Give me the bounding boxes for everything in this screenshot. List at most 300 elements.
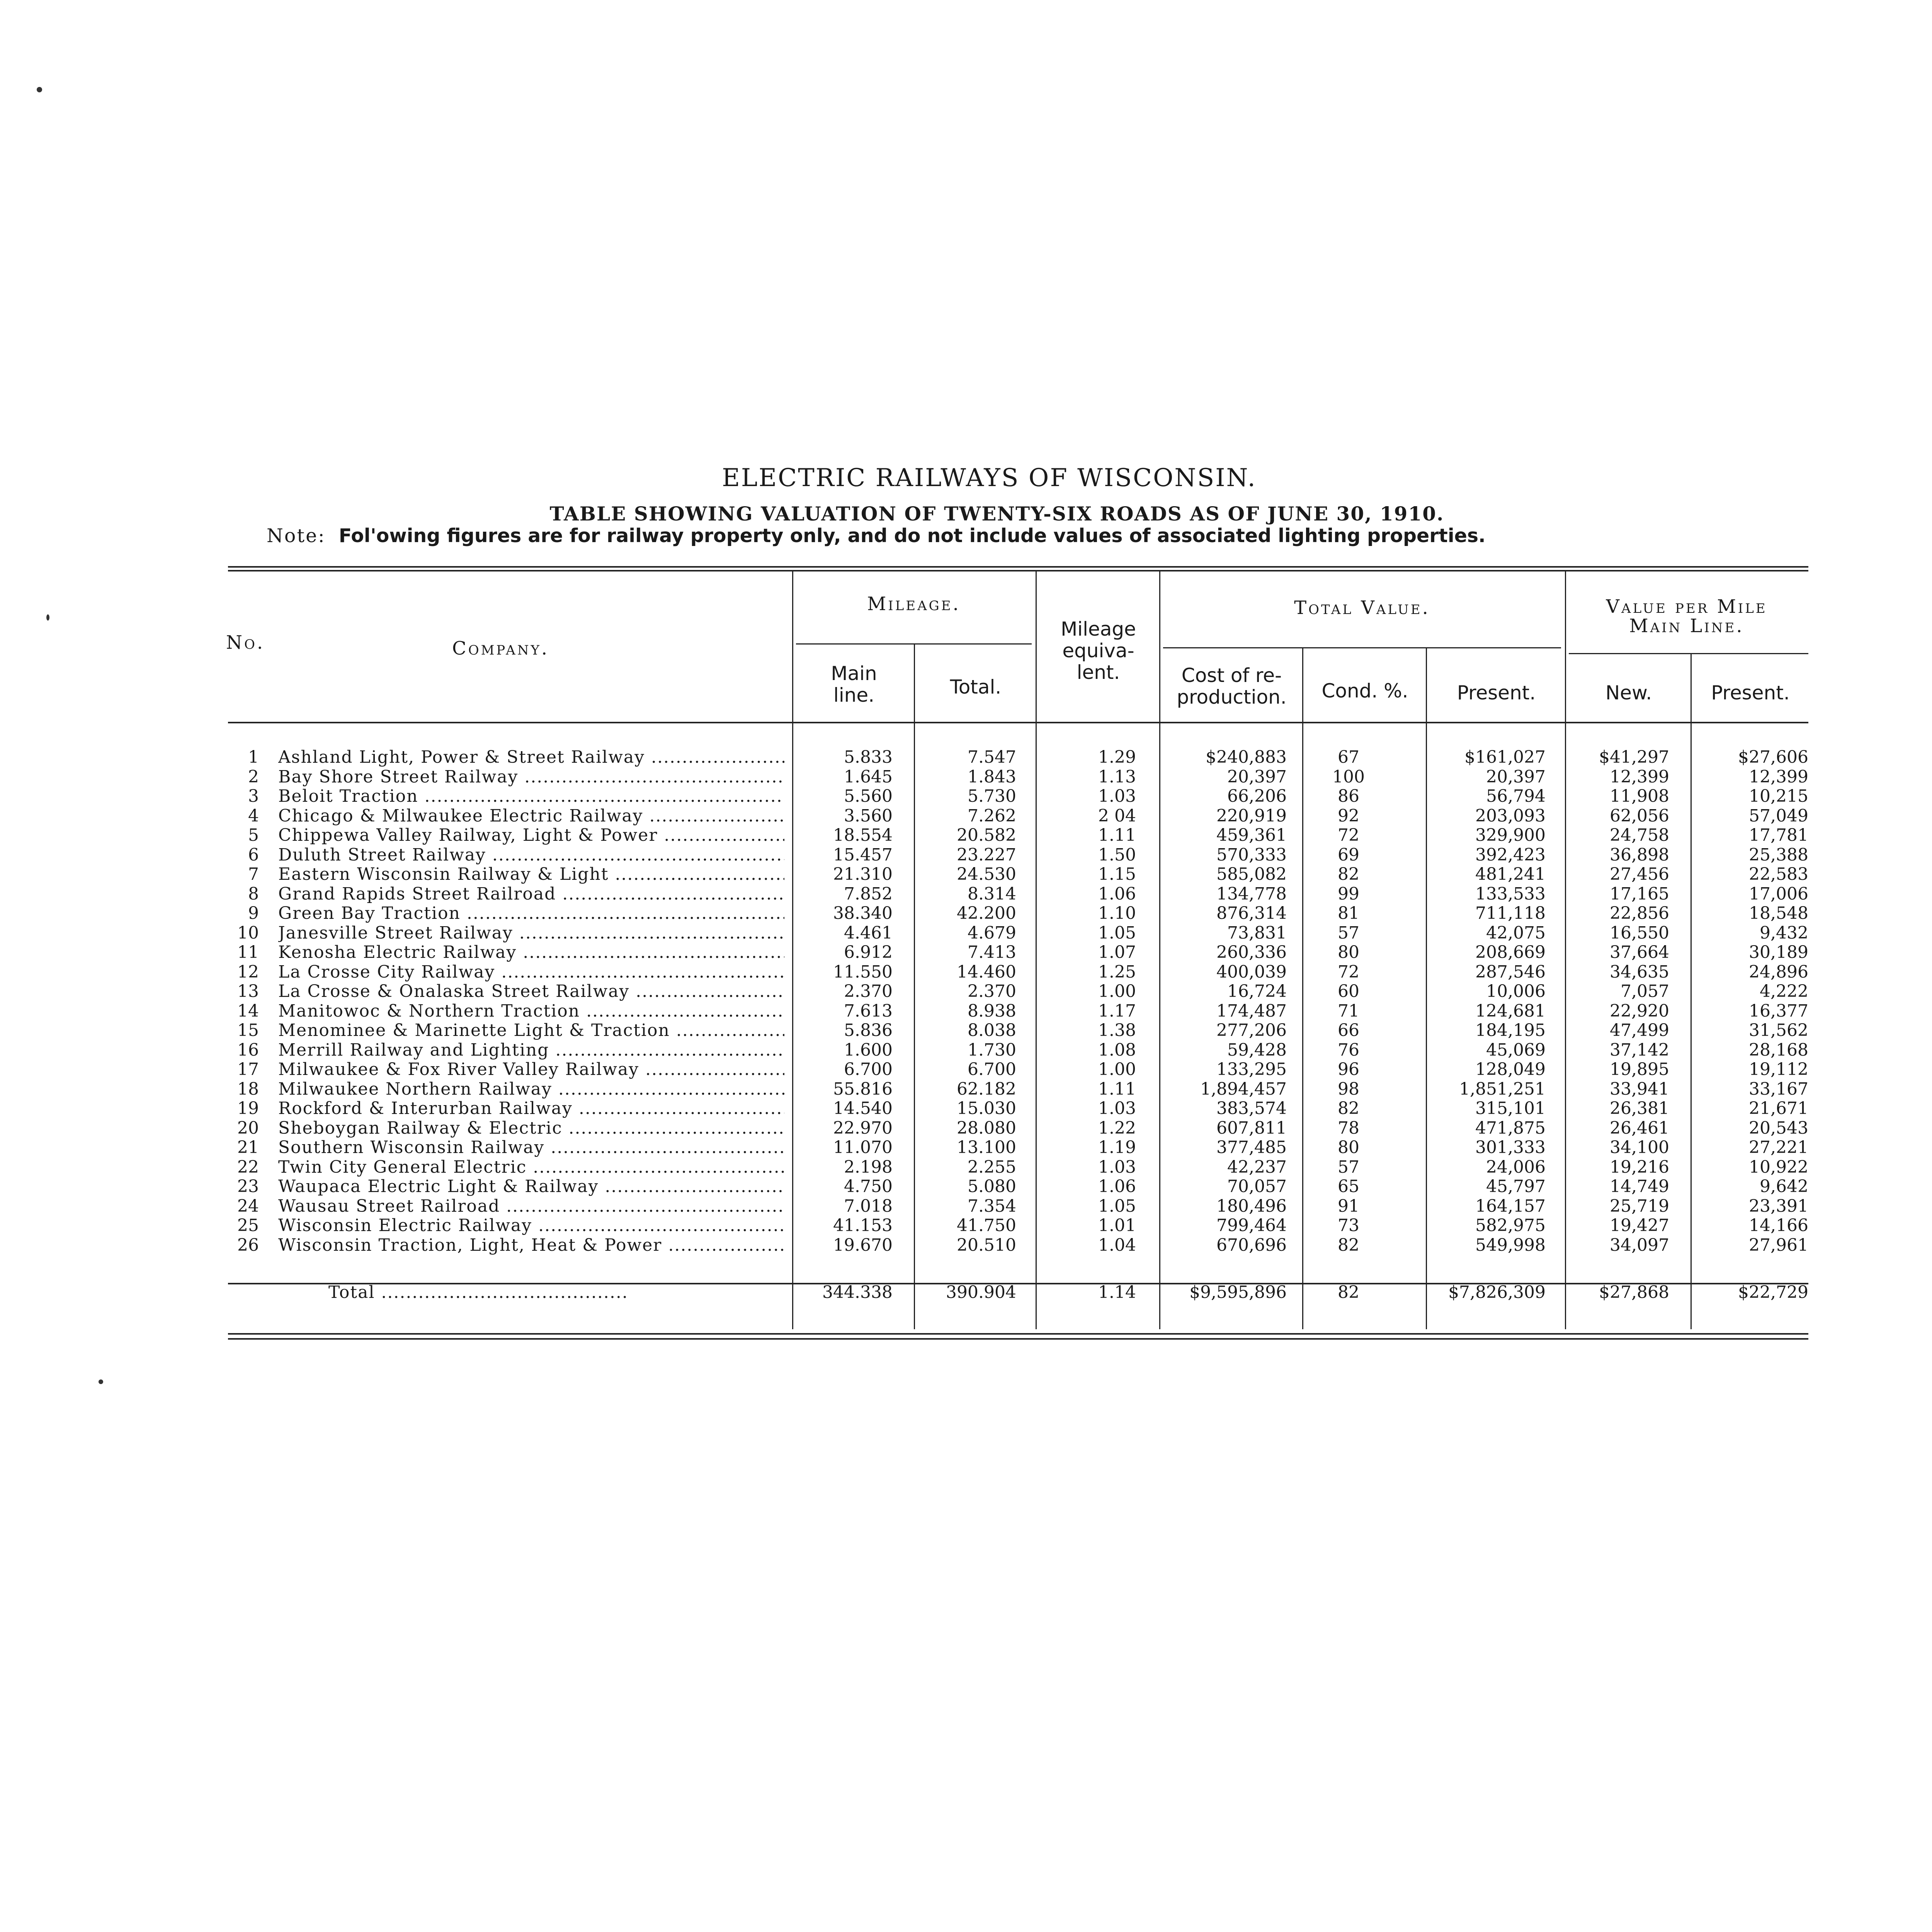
main-line-miles: 7.852: [844, 884, 893, 904]
table-row: [0, 748, 1932, 767]
header-main-line-1: Main: [831, 662, 877, 685]
mileage-equivalent: 1.03: [1098, 1157, 1136, 1177]
company-name: Waupaca Electric Light & Railway .....: [278, 1177, 784, 1196]
main-line-miles: 55.816: [833, 1079, 893, 1099]
condition-percent: 98: [1338, 1079, 1359, 1099]
header-main-line: [794, 663, 914, 706]
condition-percent: 71: [1338, 1001, 1359, 1021]
row-number: 24: [237, 1196, 259, 1216]
total-miles: 20.510: [957, 1235, 1016, 1255]
table-row: [0, 865, 1932, 884]
company-name: Wisconsin Traction, Light, Heat & Power .....: [278, 1236, 784, 1255]
main-line-miles: 3.560: [844, 806, 893, 826]
value-per-mile-present: 22,583: [1749, 864, 1808, 884]
present-value: 549,998: [1475, 1235, 1546, 1255]
mileage-equivalent: 1.04: [1098, 1235, 1136, 1255]
company-name: Kenosha Electric Railway .....: [278, 943, 784, 962]
total-miles: 24.530: [957, 864, 1016, 884]
total-present-mile: $22,729: [1738, 1282, 1808, 1302]
cost-of-reproduction: 16,724: [1227, 981, 1287, 1001]
condition-percent: 82: [1338, 864, 1359, 884]
bottom-rule-2: [228, 1338, 1808, 1340]
company-name: Bay Shore Street Railway .....: [278, 767, 784, 787]
value-per-mile-new: 16,550: [1610, 923, 1669, 943]
total-miles: 15.030: [957, 1099, 1016, 1118]
value-per-mile-present: 9,642: [1760, 1177, 1808, 1196]
row-number: 4: [248, 806, 259, 826]
present-value: 315,101: [1475, 1099, 1546, 1118]
table-row: [0, 963, 1932, 982]
row-number: 2: [248, 767, 259, 787]
top-rule: [228, 566, 1808, 568]
total-miles: 8.038: [968, 1020, 1016, 1040]
condition-percent: 96: [1338, 1060, 1359, 1079]
total-miles: 2.370: [968, 981, 1016, 1001]
condition-percent: 92: [1338, 806, 1359, 826]
condition-percent: 80: [1338, 942, 1359, 962]
cost-of-reproduction: $240,883: [1206, 747, 1287, 767]
mileage-equivalent: 1.19: [1098, 1138, 1136, 1157]
header-rule: [228, 722, 1808, 723]
condition-percent: 57: [1338, 923, 1359, 943]
total-miles: 6.700: [968, 1060, 1016, 1079]
value-per-mile-new: 37,142: [1610, 1040, 1669, 1060]
total-miles: 5.080: [968, 1177, 1016, 1196]
scan-speck: [37, 87, 42, 92]
present-value: 392,423: [1475, 845, 1546, 865]
table-row: [0, 806, 1932, 826]
present-value: 582,975: [1475, 1216, 1546, 1235]
cost-of-reproduction: 260,336: [1216, 942, 1287, 962]
value-per-mile-present: 18,548: [1749, 903, 1808, 923]
main-line-miles: 15.457: [833, 845, 893, 865]
row-number: 22: [237, 1157, 259, 1177]
cost-of-reproduction: 220,919: [1216, 806, 1287, 826]
value-per-mile-present: 16,377: [1749, 1001, 1808, 1021]
total-miles: 28.080: [957, 1118, 1016, 1138]
main-line-miles: 6.700: [844, 1060, 893, 1079]
mileage-equivalent: 1.06: [1098, 1177, 1136, 1196]
cost-of-reproduction: 42,237: [1227, 1157, 1287, 1177]
present-value: 481,241: [1475, 864, 1546, 884]
company-name: Ashland Light, Power & Street Railway .....: [278, 748, 784, 767]
value-per-mile-new: 37,664: [1610, 942, 1669, 962]
cost-of-reproduction: 20,397: [1227, 767, 1287, 787]
row-number: 21: [237, 1138, 259, 1157]
company-name: Rockford & Interurban Railway .....: [278, 1099, 784, 1118]
cost-of-reproduction: 180,496: [1216, 1196, 1287, 1216]
present-value: 20,397: [1486, 767, 1546, 787]
condition-percent: 65: [1338, 1177, 1359, 1196]
cost-of-reproduction: 383,574: [1216, 1099, 1287, 1118]
total-miles: 8.314: [968, 884, 1016, 904]
value-per-mile-present: 10,215: [1749, 786, 1808, 806]
table-row: [0, 884, 1932, 904]
main-line-miles: 21.310: [833, 864, 893, 884]
cost-of-reproduction: 459,361: [1216, 825, 1287, 845]
main-line-miles: 2.198: [844, 1157, 893, 1177]
present-value: 184,195: [1475, 1020, 1546, 1040]
table-row: [0, 904, 1932, 923]
company-name: Grand Rapids Street Railroad .....: [278, 884, 784, 904]
value-per-mile-new: 24,758: [1610, 825, 1669, 845]
mileage-equivalent: 1.08: [1098, 1040, 1136, 1060]
row-number: 14: [237, 1001, 259, 1021]
cost-of-reproduction: 607,811: [1216, 1118, 1287, 1138]
total-miles: 7.547: [968, 747, 1016, 767]
table-row: [0, 767, 1932, 787]
condition-percent: 86: [1338, 786, 1359, 806]
main-line-miles: 7.613: [844, 1001, 893, 1021]
total-miles: 4.679: [968, 923, 1016, 943]
cost-of-reproduction: 277,206: [1216, 1020, 1287, 1040]
header-cost-1: Cost of re-: [1181, 664, 1282, 687]
condition-percent: 80: [1338, 1138, 1359, 1157]
total-miles: 7.262: [968, 806, 1016, 826]
total-main: 344.338: [822, 1282, 893, 1302]
header-total: Total.: [950, 676, 1002, 698]
present-value: 56,794: [1486, 786, 1546, 806]
value-per-mile-new: 33,941: [1610, 1079, 1669, 1099]
value-per-mile-new: 27,456: [1610, 864, 1669, 884]
value-per-mile-present: 20,543: [1749, 1118, 1808, 1138]
value-per-mile-new: 36,898: [1610, 845, 1669, 865]
table-row: [0, 826, 1932, 845]
present-value: 24,006: [1486, 1157, 1546, 1177]
value-per-mile-present: 25,388: [1749, 845, 1808, 865]
value-per-mile-new: 26,461: [1610, 1118, 1669, 1138]
present-value: 128,049: [1475, 1060, 1546, 1079]
value-per-mile-present: 9,432: [1760, 923, 1808, 943]
table-row: [0, 1021, 1932, 1040]
total-cond: 82: [1338, 1282, 1359, 1302]
mileage-group-rule: [796, 643, 1032, 645]
condition-percent: 91: [1338, 1196, 1359, 1216]
company-name: Manitowoc & Northern Traction .....: [278, 1002, 784, 1021]
condition-percent: 72: [1338, 825, 1359, 845]
table-row: [0, 982, 1932, 1001]
header-cost-2: production.: [1177, 686, 1287, 708]
company-name: Chicago & Milwaukee Electric Railway .....: [278, 806, 784, 826]
header-equiv-2: equiva-: [1062, 639, 1134, 662]
header-vpm-1: Value per Mile: [1606, 596, 1767, 617]
mileage-equivalent: 1.06: [1098, 884, 1136, 904]
value-per-mile-new: 22,920: [1610, 1001, 1669, 1021]
total-miles: 1.843: [968, 767, 1016, 787]
bottom-rule: [228, 1333, 1808, 1335]
header-present: Present.: [1457, 682, 1536, 704]
main-line-miles: 18.554: [833, 825, 893, 845]
mileage-equivalent: 1.05: [1098, 923, 1136, 943]
cost-of-reproduction: 400,039: [1216, 962, 1287, 982]
mileage-equivalent: 1.00: [1098, 981, 1136, 1001]
cost-of-reproduction: 133,295: [1216, 1060, 1287, 1079]
condition-percent: 76: [1338, 1040, 1359, 1060]
main-line-miles: 5.833: [844, 747, 893, 767]
mileage-equivalent: 1.03: [1098, 1099, 1136, 1118]
value-per-mile-present: 10,922: [1749, 1157, 1808, 1177]
total-equiv: 1.14: [1098, 1282, 1136, 1302]
table-row: [0, 1060, 1932, 1079]
value-per-mile-new: 26,381: [1610, 1099, 1669, 1118]
value-per-mile-new: 14,749: [1610, 1177, 1669, 1196]
header-equiv-1: Mileage: [1061, 618, 1136, 640]
condition-percent: 60: [1338, 981, 1359, 1001]
cost-of-reproduction: 1,894,457: [1200, 1079, 1287, 1099]
table-row: [0, 1099, 1932, 1118]
present-value: 10,006: [1486, 981, 1546, 1001]
total-miles: 20.582: [957, 825, 1016, 845]
row-number: 20: [237, 1118, 259, 1138]
mileage-equivalent: 1.50: [1098, 845, 1136, 865]
main-line-miles: 2.370: [844, 981, 893, 1001]
note: [267, 525, 1486, 547]
present-value: 711,118: [1475, 903, 1546, 923]
total-new: $27,868: [1599, 1282, 1669, 1302]
value-per-mile-present: 17,006: [1749, 884, 1808, 904]
total-miles: 41.750: [957, 1216, 1016, 1235]
row-number: 25: [237, 1216, 259, 1235]
value-per-mile-new: 22,856: [1610, 903, 1669, 923]
row-number: 19: [237, 1099, 259, 1118]
table-row: [0, 1236, 1932, 1255]
value-per-mile-present: 27,221: [1749, 1138, 1808, 1157]
table-row: [0, 1138, 1932, 1157]
cost-of-reproduction: 670,696: [1216, 1235, 1287, 1255]
value-per-mile-new: 34,635: [1610, 962, 1669, 982]
present-value: 45,069: [1486, 1040, 1546, 1060]
total-miles: 62.182: [957, 1079, 1016, 1099]
company-name: La Crosse & Onalaska Street Railway .....: [278, 982, 784, 1001]
present-value: 42,075: [1486, 923, 1546, 943]
header-cost-reproduction: [1161, 665, 1302, 708]
row-number: 12: [237, 962, 259, 982]
table-row: [0, 923, 1932, 943]
header-mileage-equivalent: [1037, 618, 1159, 683]
total-miles: 13.100: [957, 1138, 1016, 1157]
table-row: [0, 1197, 1932, 1216]
value-per-mile-group-rule: [1569, 653, 1808, 654]
page-title: ELECTRIC RAILWAYS OF WISCONSIN.: [722, 464, 1257, 492]
main-line-miles: 41.153: [833, 1216, 893, 1235]
main-line-miles: 11.550: [833, 962, 893, 982]
cost-of-reproduction: 876,314: [1216, 903, 1287, 923]
main-line-miles: 7.018: [844, 1196, 893, 1216]
present-value: 1,851,251: [1459, 1079, 1546, 1099]
present-value: 287,546: [1475, 962, 1546, 982]
condition-percent: 82: [1338, 1235, 1359, 1255]
total-miles: 5.730: [968, 786, 1016, 806]
condition-percent: 66: [1338, 1020, 1359, 1040]
company-name: Green Bay Traction .....: [278, 904, 784, 923]
header-present-per-mile: Present.: [1711, 682, 1790, 704]
total-label: Total ........................................: [328, 1283, 628, 1302]
company-name: Milwaukee Northern Railway .....: [278, 1080, 784, 1099]
mileage-equivalent: 1.29: [1098, 747, 1136, 767]
total-miles: 2.255: [968, 1157, 1016, 1177]
value-per-mile-new: 11,908: [1610, 786, 1669, 806]
value-per-mile-present: 19,112: [1749, 1060, 1808, 1079]
present-value: 124,681: [1475, 1001, 1546, 1021]
value-per-mile-present: 30,189: [1749, 942, 1808, 962]
row-number: 10: [237, 923, 259, 943]
company-name: Duluth Street Railway .....: [278, 845, 784, 865]
main-line-miles: 1.645: [844, 767, 893, 787]
mileage-equivalent: 1.10: [1098, 903, 1136, 923]
cost-of-reproduction: 59,428: [1227, 1040, 1287, 1060]
row-number: 26: [237, 1235, 259, 1255]
mileage-equivalent: 1.13: [1098, 767, 1136, 787]
present-value: 164,157: [1475, 1196, 1546, 1216]
total-miles: 23.227: [957, 845, 1016, 865]
value-per-mile-new: 62,056: [1610, 806, 1669, 826]
value-per-mile-new: $41,297: [1599, 747, 1669, 767]
value-per-mile-present: 21,671: [1749, 1099, 1808, 1118]
mileage-equivalent: 1.11: [1098, 1079, 1136, 1099]
present-value: 329,900: [1475, 825, 1546, 845]
value-per-mile-new: 34,097: [1610, 1235, 1669, 1255]
mileage-equivalent: 1.38: [1098, 1020, 1136, 1040]
header-no: No.: [226, 632, 265, 653]
cost-of-reproduction: 377,485: [1216, 1138, 1287, 1157]
header-new: New.: [1605, 682, 1652, 704]
total-miles: 7.354: [968, 1196, 1016, 1216]
value-per-mile-new: 7,057: [1621, 981, 1669, 1001]
company-name: Janesville Street Railway .....: [278, 923, 784, 943]
main-line-miles: 1.600: [844, 1040, 893, 1060]
total-value-group-rule: [1163, 647, 1561, 648]
present-value: 203,093: [1475, 806, 1546, 826]
cost-of-reproduction: 66,206: [1227, 786, 1287, 806]
header-main-line-2: line.: [833, 684, 875, 706]
main-line-miles: 22.970: [833, 1118, 893, 1138]
mileage-equivalent: 1.25: [1098, 962, 1136, 982]
total-cost: $9,595,896: [1189, 1282, 1287, 1302]
value-per-mile-new: 34,100: [1610, 1138, 1669, 1157]
present-value: 133,533: [1475, 884, 1546, 904]
table-row: [0, 845, 1932, 865]
condition-percent: 57: [1338, 1157, 1359, 1177]
total-miles: 1.730: [968, 1040, 1016, 1060]
value-per-mile-present: 14,166: [1749, 1216, 1808, 1235]
total-row: [0, 1283, 1932, 1302]
condition-percent: 67: [1338, 747, 1359, 767]
top-rule-2: [228, 570, 1808, 571]
main-line-miles: 38.340: [833, 903, 893, 923]
value-per-mile-present: $27,606: [1738, 747, 1808, 767]
total-present: $7,826,309: [1448, 1282, 1546, 1302]
condition-percent: 81: [1338, 903, 1359, 923]
company-name: Merrill Railway and Lighting .....: [278, 1041, 784, 1060]
mileage-equivalent: 1.22: [1098, 1118, 1136, 1138]
mileage-equivalent: 1.01: [1098, 1216, 1136, 1235]
main-line-miles: 6.912: [844, 942, 893, 962]
mileage-equivalent: 1.03: [1098, 786, 1136, 806]
row-number: 6: [248, 845, 259, 865]
header-total-value: Total Value.: [1294, 597, 1430, 619]
present-value: 471,875: [1475, 1118, 1546, 1138]
cost-of-reproduction: 585,082: [1216, 864, 1287, 884]
header-company: Company.: [452, 638, 549, 659]
value-per-mile-new: 19,895: [1610, 1060, 1669, 1079]
table-row: [0, 943, 1932, 962]
value-per-mile-present: 28,168: [1749, 1040, 1808, 1060]
cost-of-reproduction: 570,333: [1216, 845, 1287, 865]
mileage-equivalent: 1.07: [1098, 942, 1136, 962]
row-number: 1: [248, 747, 259, 767]
row-number: 15: [237, 1020, 259, 1040]
total-total: 390.904: [946, 1282, 1016, 1302]
table-row: [0, 1002, 1932, 1021]
value-per-mile-new: 19,216: [1610, 1157, 1669, 1177]
company-name: Wisconsin Electric Railway .....: [278, 1216, 784, 1235]
main-line-miles: 14.540: [833, 1099, 893, 1118]
company-name: Chippewa Valley Railway, Light & Power .....: [278, 826, 784, 845]
cost-of-reproduction: 73,831: [1227, 923, 1287, 943]
mileage-equivalent: 2 04: [1098, 806, 1136, 826]
cost-of-reproduction: 134,778: [1216, 884, 1287, 904]
mileage-equivalent: 1.11: [1098, 825, 1136, 845]
table-row: [0, 787, 1932, 806]
company-name: La Crosse City Railway .....: [278, 963, 784, 982]
value-per-mile-present: 4,222: [1760, 981, 1808, 1001]
header-value-per-mile: [1565, 597, 1808, 636]
value-per-mile-present: 24,896: [1749, 962, 1808, 982]
row-number: 8: [248, 884, 259, 904]
main-line-miles: 4.750: [844, 1177, 893, 1196]
value-per-mile-present: 23,391: [1749, 1196, 1808, 1216]
scan-speck: [99, 1379, 103, 1384]
note-label: Note:: [267, 525, 326, 547]
row-number: 5: [248, 825, 259, 845]
row-number: 9: [248, 903, 259, 923]
condition-percent: 72: [1338, 962, 1359, 982]
row-number: 7: [248, 864, 259, 884]
main-line-miles: 11.070: [833, 1138, 893, 1157]
mileage-equivalent: 1.00: [1098, 1060, 1136, 1079]
condition-percent: 82: [1338, 1099, 1359, 1118]
present-value: 45,797: [1486, 1177, 1546, 1196]
present-value: $161,027: [1464, 747, 1546, 767]
main-line-miles: 5.560: [844, 786, 893, 806]
cost-of-reproduction: 174,487: [1216, 1001, 1287, 1021]
company-name: Wausau Street Railroad .....: [278, 1197, 784, 1216]
company-name: Milwaukee & Fox River Valley Railway .....: [278, 1060, 784, 1079]
note-text: Fol'owing figures are for railway property only, and do not include values of associated lighting properties.: [338, 525, 1486, 547]
header-mileage: Mileage.: [867, 593, 961, 615]
present-value: 208,669: [1475, 942, 1546, 962]
value-per-mile-present: 33,167: [1749, 1079, 1808, 1099]
total-miles: 8.938: [968, 1001, 1016, 1021]
mileage-equivalent: 1.15: [1098, 864, 1136, 884]
value-per-mile-new: 12,399: [1610, 767, 1669, 787]
main-line-miles: 5.836: [844, 1020, 893, 1040]
table-row: [0, 1041, 1932, 1060]
value-per-mile-present: 57,049: [1749, 806, 1808, 826]
company-name: Eastern Wisconsin Railway & Light .....: [278, 865, 784, 884]
cost-of-reproduction: 799,464: [1216, 1216, 1287, 1235]
table-row: [0, 1119, 1932, 1138]
value-per-mile-new: 47,499: [1610, 1020, 1669, 1040]
company-name: Twin City General Electric .....: [278, 1158, 784, 1177]
row-number: 18: [237, 1079, 259, 1099]
cost-of-reproduction: 70,057: [1227, 1177, 1287, 1196]
condition-percent: 69: [1338, 845, 1359, 865]
company-name: Menominee & Marinette Light & Traction .....: [278, 1021, 784, 1040]
row-number: 13: [237, 981, 259, 1001]
condition-percent: 73: [1338, 1216, 1359, 1235]
value-per-mile-present: 17,781: [1749, 825, 1808, 845]
